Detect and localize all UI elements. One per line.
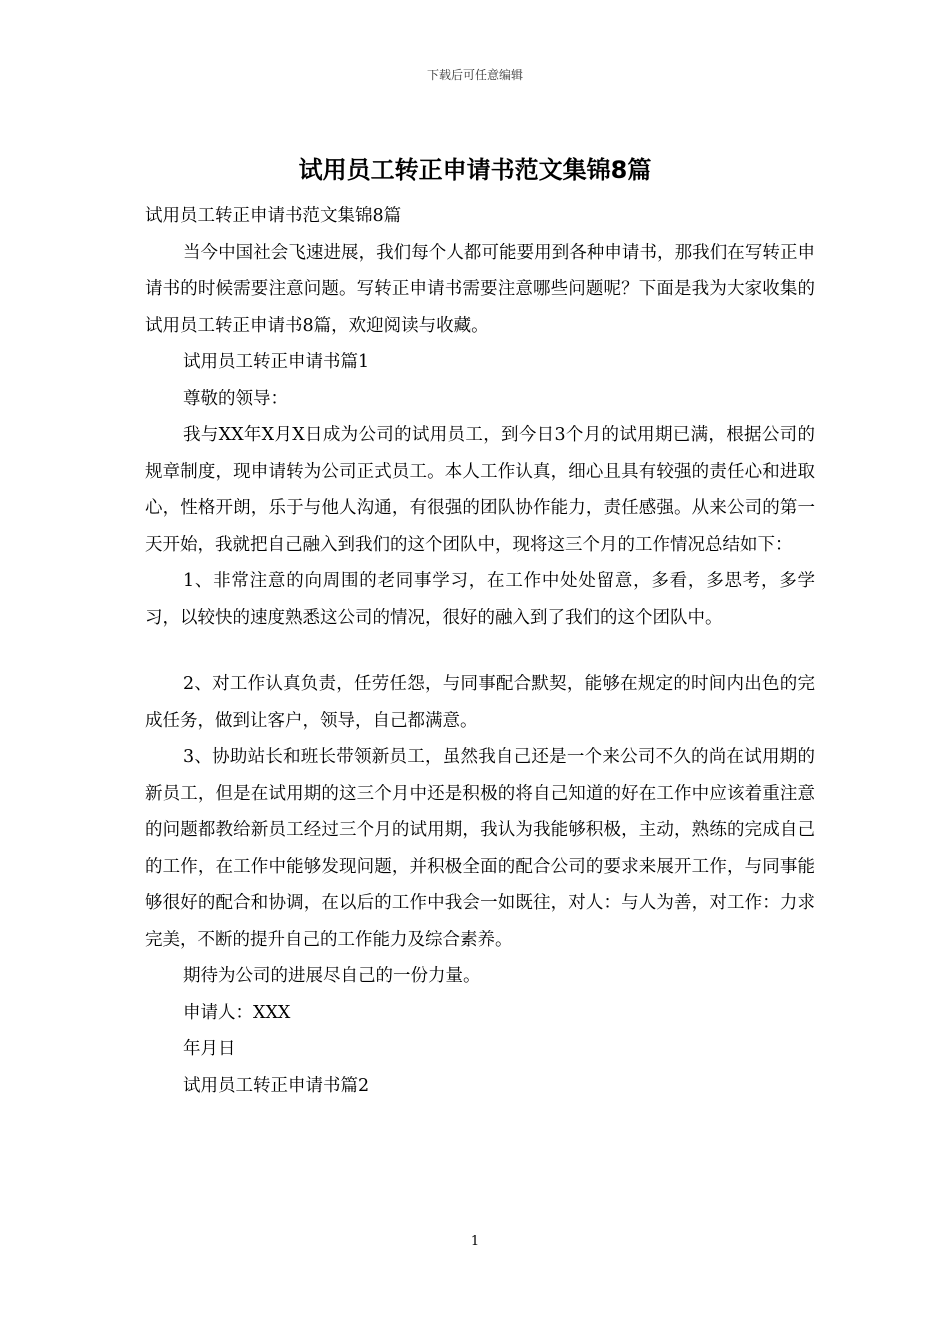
body-paragraph-1: 我与XX年X月X日成为公司的试用员工，到今日3个月的试用期已满，根据公司的规章制度，现申请转为公司正式员工。本人工作认真，细心且具有较强的责任心和进取心，性格开朗，乐于与他人沟通，有很强的团队协作能力，责任感强。从来公司的第一天开始，我就把自己融入到我们的这个团队中，现将这三个月的工作情况总结如下：	[145, 425, 815, 555]
date-line: 年月日	[183, 1039, 236, 1059]
applicant-line: 申请人：XXX	[183, 1002, 291, 1023]
header-note: 下载后可任意编辑	[426, 68, 523, 82]
list-item-1: 1、非常注意的向周围的老同事学习，在工作中处处留意，多看，多思考，多学习，以较快的速度熟悉这公司的情况，很好的融入到了我们的这个团队中。	[145, 571, 815, 628]
list-item-2: 2、对工作认真负责，任劳任怨，与同事配合默契，能够在规定的时间内出色的完成任务，做到让客户，领导，自己都满意。	[145, 674, 815, 731]
document-body	[145, 198, 815, 1104]
salutation: 尊敬的领导：	[183, 388, 288, 409]
section-heading-1: 试用员工转正申请书篇1	[183, 352, 370, 372]
subtitle-line: 试用员工转正申请书范文集锦8篇	[145, 206, 402, 226]
intro-paragraph: 当今中国社会飞速进展，我们每个人都可能要用到各种申请书，那我们在写转正申请书的时候需要注意问题。写转正申请书需要注意哪些问题呢？下面是我为大家收集的试用员工转正申请书8篇，欢迎阅读与收藏。	[145, 242, 815, 336]
page-number: 1	[470, 1234, 480, 1249]
list-item-3: 3、协助站长和班长带领新员工，虽然我自己还是一个来公司不久的尚在试用期的新员工，但是在试用期的这三个月中还是积极的将自己知道的好在工作中应该着重注意的问题都教给新员工经过三个月的试用期，我认为我能够积极，主动，熟练的完成自己的工作，在工作中能够发现问题，并积极全面的配合公司的要求来展开工作，与同事能够很好的配合和协调，在以后的工作中我会一如既往，对人：与人为善，对工作：力求完美，不断的提升自己的工作能力及综合素养。	[145, 747, 815, 950]
closing-line: 期待为公司的进展尽自己的一份力量。	[183, 966, 481, 986]
section-heading-2: 试用员工转正申请书篇2	[183, 1075, 370, 1096]
document-title: 试用员工转正申请书范文集锦8篇	[298, 156, 652, 184]
